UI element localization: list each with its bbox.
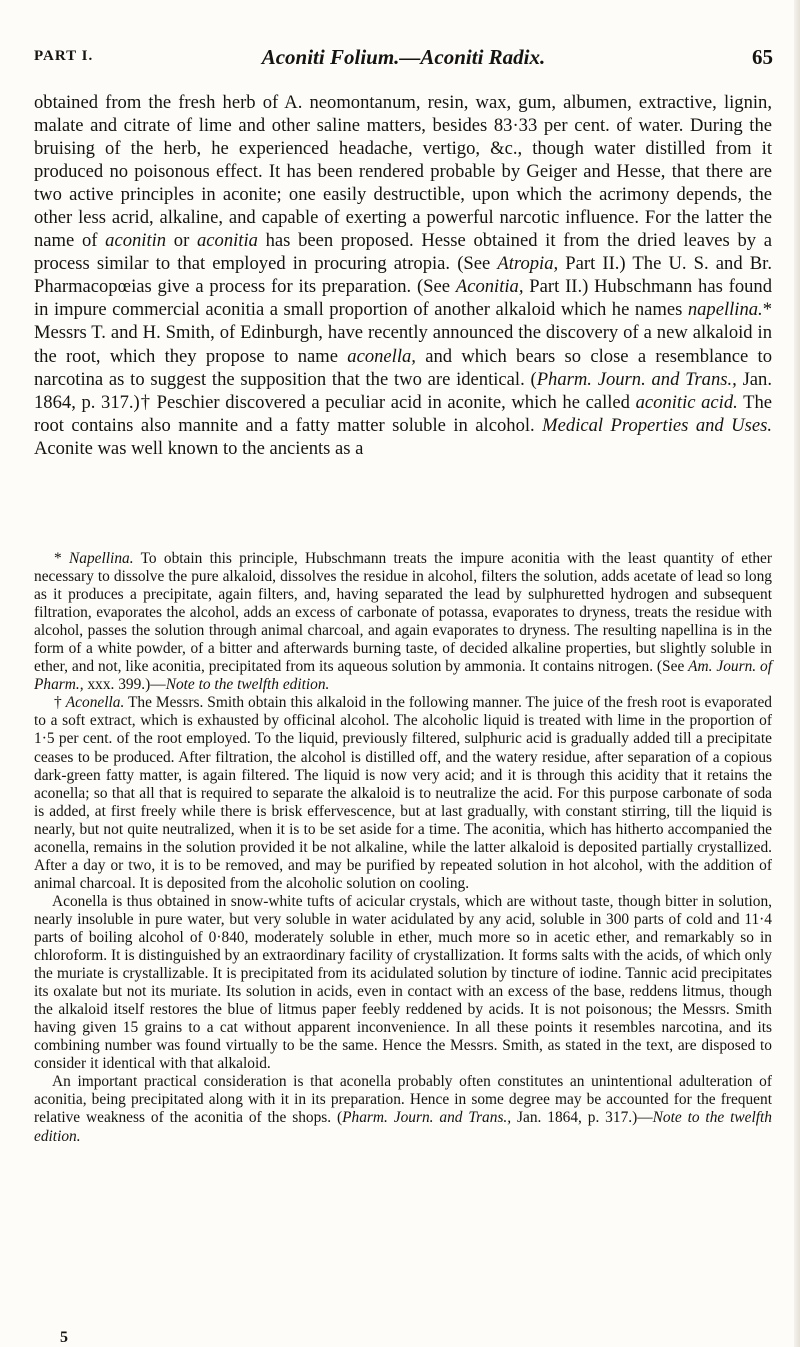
footnote-paragraph <box>34 1073 772 1145</box>
page-number: 65 <box>752 45 773 69</box>
footnote-napellina <box>34 550 772 694</box>
section-heading-medical-properties: Medical Properties and Uses. <box>542 414 772 436</box>
footnote-aconella <box>34 694 772 893</box>
edition-note: Note to the twelfth edition. <box>165 676 330 694</box>
term-napellina: napellina. <box>687 299 763 321</box>
text-run: obtained from the fresh herb of A. neomontanum, resin, wax, gum, albumen, extractive, lignin, malate and citrate of lime and other saline matters, besides 83·33 per cent. of water. During the bruising of the herb, he experienced headache, vertigo, &c., though water distilled from it produced no poisonous effect. It has been rendered probable by Geiger and Hesse, that there are two active principles in aconite; one easily destructible, upon which the acrimony depends, the other less acrid, alkaline, and capable of exerting a powerful narcotic influence. For the latter the name of <box>34 92 772 252</box>
term-aconitin: aconitin <box>105 230 167 252</box>
text-run: Jan. 1864, p. 317.)— <box>511 1109 653 1127</box>
text-run: Part II.) The U. S. and Br. Pharmacopœias give a process for its preparation. (See <box>34 253 772 298</box>
text-run: An important practical consideration is that aconella probably often constitutes an unintentional adulteration of aconitia, being precipitated along with it in its preparation. Hence in some degree may be accounted for the frequent relative weakness of the aconitia of the shops. ( <box>34 1073 772 1127</box>
citation-journal: Am. Journ. of Pharm., <box>34 658 772 694</box>
main-text <box>34 91 772 460</box>
edition-note: Note to the twelfth edition. <box>34 1109 773 1145</box>
footnotes <box>34 550 772 1146</box>
text-run: Jan. 1864, p. 317.)† Peschier discovered a peculiar acid in aconite, which he called <box>34 368 772 413</box>
citation-journal: Pharm. Journ. and Trans., <box>342 1109 512 1127</box>
text-run: * Messrs T. and H. Smith, of Edinburgh, have recently announced the discovery of a new alkaloid in the root, which they propose to name <box>34 299 772 367</box>
text-run: or <box>166 230 197 252</box>
term-aconitia: aconitia <box>196 230 258 252</box>
footnote-marker: * <box>54 550 69 567</box>
text-run: Aconella is thus obtained in snow-white tufts of acicular crystals, which are without taste, though bitter in solution, nearly insoluble in pure water, but very soluble in water acidulated by any acid, soluble in 300 parts of cold and 11·4 parts of boiling alcohol of 0·840, moderately soluble in ether, much more so in acetic ether, and remarkably so in chloroform. It is distinguished by an extraordinary facility of crystallization. It forms salts with the acids, of which only the muriate is crystallizable. It is precipitated from its acidulated solution by tincture of iodine. Tannic acid precipitates its oxalate but not its muriate. Its solution in acids, even in contact with an excess of the base, reddens litmus, though the alkaloid itself restores the blue of litmus paper feebly reddened by acids. It is not poisonous; the Messrs. Smith having given 15 grains to a cat without apparent inconvenience. In all these points it resembles narcotina, and its combining number was found virtually to be the same. Hence the Messrs. Smith, as stated in the text, are disposed to consider it identical with that alkaloid. <box>34 892 772 1073</box>
citation-journal: Pharm. Journ. and Trans., <box>536 368 737 390</box>
running-header <box>34 45 773 71</box>
page-edge-shadow <box>794 0 800 1347</box>
footnote-term: Aconella. <box>65 694 125 712</box>
text-run: and which bears so close a resemblance to narcotina as to suggest the supposition that the two are identical. ( <box>34 345 772 390</box>
signature-mark: 5 <box>60 1329 68 1346</box>
term-aconella: aconella, <box>347 345 416 367</box>
text-run: The root contains also mannite and a fatty matter soluble in alcohol. <box>34 391 772 436</box>
body-paragraph <box>34 91 772 460</box>
page-title: Aconiti Folium.—Aconiti Radix. <box>261 45 546 69</box>
footnote-paragraph <box>34 893 772 1073</box>
ref-atropia: Atropia, <box>497 253 559 275</box>
text-run: Aconite was well known to the ancients as a <box>34 437 364 459</box>
ref-aconitia: Aconitia, <box>455 276 524 298</box>
text-run: xxx. 399.)— <box>83 676 166 694</box>
text-run: has been proposed. Hesse obtained it from the dried leaves by a process similar to that employed in procuring atropia. (See <box>34 230 772 275</box>
text-run: To obtain this principle, Hubschmann treats the impure aconitia with the least quantity of ether necessary to dissolve the pure alkaloid, dissolves the residue in alcohol, filters the solution, adds acetate of lead so long as it produces a precipitate, again filters, and, having separated the lead by sulphuretted hydrogen and subsequent filtration, evaporates the alcohol, adds an excess of carbonate of potassa, evaporates to dryness, treats the residue with alcohol, passes the solution through animal charcoal, and again evaporates to dryness. The resulting napellina is in the form of a white powder, of a bitter and afterwards burning taste, of decided alkaline properties, but slightly soluble in ether, and not, like aconitia, precipitated from its aqueous solution by ammonia. It contains nitrogen. (See <box>34 550 772 676</box>
footnote-term: Napellina. <box>69 550 134 567</box>
term-aconitic-acid: aconitic acid. <box>635 391 738 413</box>
part-label: PART I. <box>34 48 94 64</box>
footnote-marker: † <box>54 694 66 712</box>
text-run: Part II.) Hubschmann has found in impure commercial aconitia a small proportion of another alkaloid which he names <box>34 276 773 321</box>
text-run: The Messrs. Smith obtain this alkaloid in the following manner. The juice of the fresh root is evaporated to a soft extract, which is exhausted by officinal alcohol. The alcoholic liquid is treated with lime in the proportion of 1·5 per cent. of the root employed. To the liquid, previously filtered, sulphuric acid is gradually added till a precipitate ceases to be produced. After filtration, the alcohol is distilled off, and the watery residue, after separation of a copious dark-green fatty matter, is again filtered. The liquid is now very acid; and it is through this acidity that it retains the aconella; so that all that is required to separate the alkaloid is to neutralize the acid. For this purpose carbonate of soda is added, at first freely while there is brisk effervescence, but at last gradually, with constant stirring, till the liquid is nearly, but not quite neutralized, when it is to be set aside for a time. The aconitia, which has hitherto accompanied the aconella, remains in the solution provided it be not alkaline, while the latter alkaloid is deposited partially crystallized. After a day or two, it is to be removed, and may be purified by repeated solution in hot alcohol, with the addition of animal charcoal. It is deposited from the alcoholic solution on cooling. <box>34 694 772 892</box>
